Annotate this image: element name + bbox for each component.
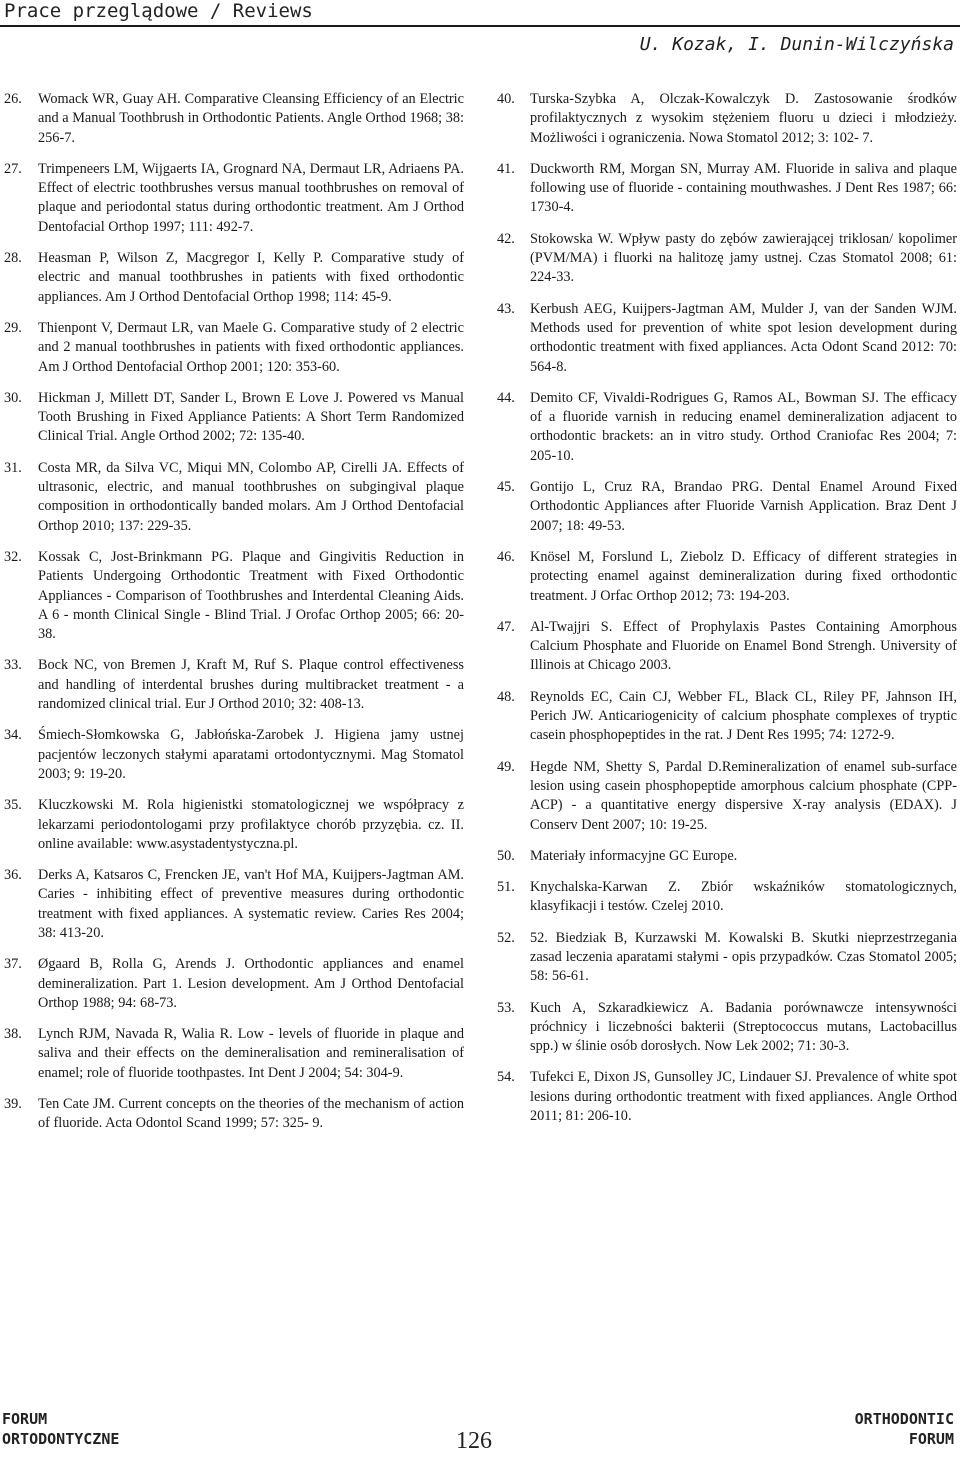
reference-text: Reynolds EC, Cain CJ, Webber FL, Black CL, Riley PF, Jahnson IH, Perich JW. Anticariogenicity of calcium phosphate complexes of tryptic casein phosphopeptides in the rat. J Dent Res 1995; 74: 1272-9.	[530, 688, 957, 744]
reference-number: 50.	[497, 847, 515, 864]
reference-number: 41.	[497, 160, 515, 177]
reference-item	[4, 548, 464, 644]
reference-text: Bock NC, von Bremen J, Kraft M, Ruf S. Plaque control effectiveness and handling of interdental brushes during multibracket treatment - a randomized clinical trial. Eur J Orthod 2010; 32: 408-13.	[38, 657, 464, 713]
header-rule	[0, 25, 960, 27]
footer-journal-name-polish	[2, 1409, 119, 1449]
reference-text: Hegde NM, Shetty S, Pardal D.Remineralization of enamel sub-surface lesion using casein phosphopeptide amorphous calcium phosphate (CPP-ACP) - a quantitative energy dispersive X-ray analysis (EDAX). J Conserv Dent 2007; 10: 19-25.	[530, 758, 957, 833]
footer-left-line2: ORTODONTYCZNE	[2, 1430, 120, 1448]
reference-item	[497, 1068, 957, 1126]
reference-text: Lynch RJM, Navada R, Walia R. Low - levels of fluoride in plaque and saliva and their effects on the demineralisation and remineralisation of enamel; role of fluoride toothpastes. Int Dent J 2004; 54: 304-9.	[38, 1026, 464, 1081]
reference-item	[4, 160, 464, 237]
reference-text: Kuch A, Szkaradkiewicz A. Badania porównawcze intensywności próchnicy i liczebności bakterii (Streptococcus mutans, Lactobacillus spp.) w ślinie osób dorosłych. Now Lek 2002; 71: 30-3.	[530, 999, 957, 1055]
reference-item	[4, 1095, 464, 1134]
reference-item	[4, 90, 464, 148]
reference-item	[4, 796, 464, 854]
reference-text: Demito CF, Vivaldi-Rodrigues G, Ramos AL, Bowman SJ. The efficacy of a fluoride varnish in reducing enamel demineralization adjacent to orthodontic brackets: an in vitro study. Orthod Craniofac Res 2004; 7: 205-10.	[530, 389, 957, 464]
reference-item	[4, 656, 464, 714]
journal-section-title: Prace przeglądowe / Reviews	[4, 0, 313, 22]
reference-item	[4, 389, 464, 447]
reference-number: 35.	[4, 797, 22, 814]
references-right-column	[497, 90, 957, 1138]
reference-text: Kossak C, Jost-Brinkmann PG. Plaque and Gingivitis Reduction in Patients Undergoing Orthodontic Treatment with Fixed Orthodontic Appliances - Comparison of Toothbrushes and Interdental Cleaning Aids. A 6 - month Clinical Single - Blind Trial. J Orofac Orthop 2005; 66: 20-38.	[38, 548, 464, 643]
reference-number: 30.	[4, 389, 22, 406]
reference-number: 54.	[497, 1069, 515, 1086]
reference-text: Hickman J, Millett DT, Sander L, Brown E Love J. Powered vs Manual Tooth Brushing in Fixed Appliance Patients: A Short Term Randomized Clinical Trial. Angle Orthod 2002; 72: 135-40.	[38, 389, 464, 445]
reference-number: 27.	[4, 160, 22, 177]
reference-item	[497, 160, 957, 218]
footer-journal-name-english	[855, 1409, 954, 1449]
reference-text: Kerbush AEG, Kuijpers-Jagtman AM, Mulder J, van der Sanden WJM. Methods used for prevention of white spot lesion development during orthodontic treatment with fixed appliances. Acta Odont Scand 2012: 70: 564-8.	[530, 300, 957, 375]
reference-number: 36.	[4, 867, 22, 884]
reference-text: Ten Cate JM. Current concepts on the theories of the mechanism of action of fluoride. Acta Odontol Scand 1999; 57: 325- 9.	[38, 1096, 464, 1132]
footer-right-line1: ORTHODONTIC	[854, 1410, 954, 1428]
reference-number: 29.	[4, 319, 22, 336]
reference-text: Knösel M, Forslund L, Ziebolz D. Efficacy of different strategies in protecting enamel against demineralization during fixed orthodontic treatment. J Orfac Orthop 2012; 73: 194-203.	[530, 548, 957, 604]
page-number: 126	[456, 1428, 492, 1454]
reference-item	[497, 758, 957, 835]
reference-item	[497, 300, 957, 377]
reference-number: 32.	[4, 548, 22, 565]
reference-item	[497, 478, 957, 536]
reference-number: 51.	[497, 879, 515, 896]
reference-text: Duckworth RM, Morgan SN, Murray AM. Fluoride in saliva and plaque following use of fluoride - containing mouthwashes. J Dent Res 1987; 66: 1730-4.	[530, 160, 957, 216]
reference-text: Gontijo L, Cruz RA, Brandao PRG. Dental Enamel Around Fixed Orthodontic Appliances after Fluoride Varnish Application. Braz Dent J 2007; 18: 49-53.	[530, 479, 957, 534]
reference-text: Heasman P, Wilson Z, Macgregor I, Kelly P. Comparative study of electric and manual toothbrushes in patients with fixed orthodontic appliances. Am J Orthod Dentofacial Orthop 1998; 114: 45-9.	[38, 250, 464, 305]
reference-text: Materiały informacyjne GC Europe.	[530, 847, 738, 864]
reference-number: 49.	[497, 758, 515, 775]
reference-text: Costa MR, da Silva VC, Miqui MN, Colombo AP, Cirelli JA. Effects of ultrasonic, electric, and manual toothbrushes on subgingival plaque composition in orthodontically banded molars. Am J Orthod Dentofacial Orthop 2010; 137: 229-35.	[38, 459, 464, 534]
reference-text: Knychalska-Karwan Z. Zbiór wskaźników stomatologicznych, klasyfikacji i testów. Czelej 2010.	[530, 879, 957, 915]
reference-item	[497, 548, 957, 606]
reference-number: 43.	[497, 300, 515, 317]
footer-right-line2: FORUM	[908, 1430, 954, 1448]
reference-number: 40.	[497, 91, 515, 107]
reference-text: Trimpeneers LM, Wijgaerts IA, Grognard NA, Dermaut LR, Adriaens PA. Effect of electric toothbrushes versus manual toothbrushes on removal of plaque and periodontal status during orthodontic treatment. Am J Orthod Dentofacial Orthop 1997; 111: 492-7.	[38, 160, 464, 235]
reference-number: 33.	[4, 657, 22, 674]
reference-item	[497, 618, 957, 676]
reference-number: 28.	[4, 250, 22, 267]
reference-text: Womack WR, Guay AH. Comparative Cleansing Efficiency of an Electric and a Manual Toothbrush in Orthodontic Patients. Angle Orthod 1968; 38: 256-7.	[38, 91, 464, 146]
reference-number: 31.	[4, 459, 22, 476]
reference-item	[4, 319, 464, 377]
reference-number: 34.	[4, 727, 22, 744]
reference-number: 45.	[497, 479, 515, 496]
reference-number: 52.	[497, 929, 515, 946]
reference-item	[497, 90, 957, 148]
reference-number: 38.	[4, 1026, 22, 1043]
reference-number: 39.	[4, 1096, 22, 1113]
reference-item	[4, 866, 464, 943]
reference-item	[497, 688, 957, 746]
reference-text: Thienpont V, Dermaut LR, van Maele G. Comparative study of 2 electric and 2 manual toothbrushes in patients with fixed orthodontic appliances. Am J Orthod Dentofacial Orthop 2001; 120: 353-60.	[38, 319, 464, 375]
reference-text: Tufekci E, Dixon JS, Gunsolley JC, Lindauer SJ. Prevalence of white spot lesions during orthodontic treatment with fixed appliances. Angle Orthod 2011; 81: 206-10.	[530, 1069, 957, 1125]
reference-text: Stokowska W. Wpływ pasty do zębów zawierającej triklosan/ kopolimer (PVM/MA) i fluorki na halitozę jamy ustnej. Czas Stomatol 2008; 61: 224-33.	[530, 230, 957, 286]
reference-text: Śmiech-Słomkowska G, Jabłońska-Zarobek J. Higiena jamy ustnej pacjentów leczonych stałymi aparatami ortodontycznymi. Mag Stomatol 2003; 9: 19-20.	[38, 727, 464, 782]
reference-number: 26.	[4, 91, 22, 107]
reference-item	[497, 999, 957, 1057]
reference-item	[4, 726, 464, 784]
reference-item	[4, 1025, 464, 1083]
reference-item	[497, 878, 957, 917]
reference-text: Turska-Szybka A, Olczak-Kowalczyk D. Zastosowanie środków profilaktycznych z wysokim stężeniem fluoru u dzieci i młodzieży. Możliwości i ograniczenia. Nowa Stomatol 2012; 3: 102- 7.	[530, 91, 957, 146]
reference-item	[497, 389, 957, 466]
reference-item	[4, 249, 464, 307]
reference-text: Øgaard B, Rolla G, Arends J. Orthodontic appliances and enamel demineralization. Part 1. Lesion development. Am J Orthod Dentofacial Orthop 1988; 94: 68-73.	[38, 956, 464, 1011]
reference-text: 52. Biedziak B, Kurzawski M. Kowalski B. Skutki nieprzestrzegania zasad leczenia aparatami stałymi - opis przypadków. Czas Stomatol 2005; 58: 56-61.	[530, 929, 957, 985]
reference-number: 42.	[497, 230, 515, 247]
references-left-column	[4, 90, 464, 1146]
reference-number: 44.	[497, 389, 515, 406]
reference-number: 37.	[4, 956, 22, 973]
reference-item	[4, 459, 464, 536]
reference-text: Al-Twajjri S. Effect of Prophylaxis Pastes Containing Amorphous Calcium Phosphate and Fluoride on Enamel Bond Strengh. University of Illinois at Chicago 2003.	[530, 618, 957, 674]
reference-text: Derks A, Katsaros C, Frencken JE, van't Hof MA, Kuijpers-Jagtman AM. Caries - inhibiting effect of preventive measures during orthodontic treatment with fixed appliances. A systematic review. Caries Res 2004; 38: 413-20.	[38, 867, 464, 941]
running-head-authors: U. Kozak, I. Dunin-Wilczyńska	[639, 34, 954, 55]
reference-item	[4, 955, 464, 1013]
reference-item	[497, 230, 957, 288]
reference-number: 53.	[497, 999, 515, 1016]
reference-text: Kluczkowski M. Rola higienistki stomatologicznej we współpracy z lekarzami periodontologami przy profilaktyce chorób przyzębia. cz. II. online available: www.asystadentystyczna.pl.	[38, 797, 464, 852]
reference-number: 46.	[497, 548, 515, 565]
reference-number: 47.	[497, 618, 515, 635]
reference-number: 48.	[497, 688, 515, 705]
reference-item	[497, 847, 957, 866]
reference-item	[497, 929, 957, 987]
footer-left-line1: FORUM	[2, 1410, 48, 1428]
